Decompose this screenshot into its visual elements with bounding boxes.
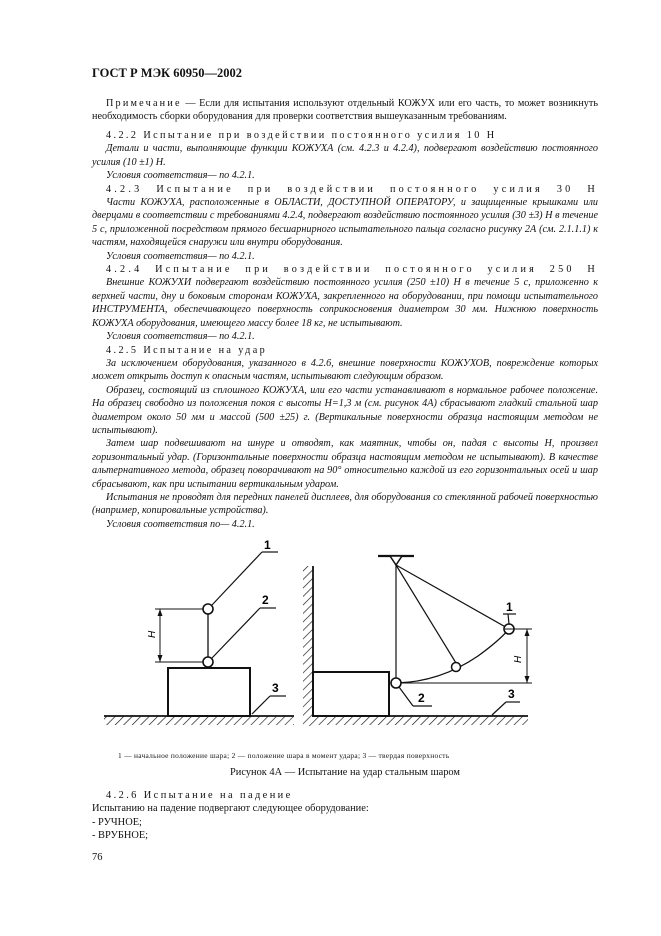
pivot-triangle [390,556,402,565]
pendulum-string-initial [396,565,509,629]
section-4-2-6-heading: 4.2.6 Испытание на падение [106,790,293,801]
section-4-2-5-p1: За исключением оборудования, указанного в 4.2.6, внешние поверхности КОЖУХОВ, повреждение которых может открыть доступ к опасным частям, испытывают следующим образом. [92,357,598,383]
label-2-left: 2 [262,593,269,607]
label-1-right: 1 [506,600,513,614]
figure-caption: Рисунок 4А — Испытание на удар стальным шаром [230,767,460,778]
ball-impact-right [391,678,401,688]
label-2-right: 2 [418,691,425,705]
leader-1-left [212,552,262,605]
ball-impact-left [203,657,213,667]
leader-3-left [252,696,270,714]
sample-block-right [313,672,389,716]
height-arrow-top-left [158,609,163,616]
pendulum-string-mid [396,565,456,663]
note-label: Примечание [106,98,182,109]
height-arrow-bottom-right [525,676,530,683]
page-number: 76 [92,852,103,863]
pendulum-arc [396,629,509,683]
section-4-2-6 [92,789,598,843]
section-4-2-6-body: Испытанию на падение подвергают следующее оборудование: [92,803,369,815]
section-4-2-5-p4: Испытания не проводят для передних панелей дисплеев, для оборудования со стеклянной рабочей поверхностью (например, копировальные устройства). [92,491,598,517]
ball-mid-right [452,663,461,672]
list-item: - ВРУБНОЕ; [92,830,149,842]
leader-2-right [399,687,413,706]
list-item: - РУЧНОЕ; [92,816,142,828]
note-text: — Если для испытания используют отдельный КОЖУХ или его часть, то может возникнуть необходимость сборки оборудования для проверки соответствия вышеуказанным требованиям. [92,98,598,123]
section-4-2-5-heading: 4.2.5 Испытание на удар [106,344,268,356]
section-4-2-2-heading: 4.2.2 Испытание при воздействии постоянного усилия 10 Н [106,130,497,141]
section-4-2-4-conformity: Условия соответствия— по 4.2.1. [106,331,255,343]
wall-hatch [303,566,313,726]
leader-1-right [508,614,509,624]
section-4-2-5-conformity: Условия соответствия по— 4.2.1. [106,518,255,530]
section-4-2-3-heading: 4.2.3 Испытание при воздействии постоянного усилия 30 Н [106,183,598,195]
sections-container [92,129,598,531]
section-4-2-4-body: Внешние КОЖУХИ подвергают воздействию постоянного усилия (250 ±10) Н в течение 5 с, приложенно к верхней части, дну и боковым сторонам КОЖУХА, закрепленного на оборудовании, при помощи испытательного ИНСТРУМЕНТА, обеспечивающего поверхность соприкосновения диаметром 30 мм. Нижнюю поверхность КОЖУХА оборудования, имеющего массу более 18 кг, не испытывают. [92,277,598,329]
note-paragraph [92,97,598,124]
label-3-right: 3 [508,687,515,701]
ground-hatch-right [313,716,528,725]
label-3-left: 3 [272,681,279,695]
height-label-right: H [513,655,524,663]
height-arrow-top-right [525,629,530,636]
section-4-2-3-conformity: Условия соответствия— по 4.2.1. [106,250,255,262]
pendulum-diagram [303,556,532,726]
height-arrow-bottom-left [158,655,163,662]
label-1-left: 1 [264,538,271,552]
section-4-2-2-body: Детали и части, выполняющие функции КОЖУХА (см. 4.2.3 и 4.2.4), подвергают воздействию постоянного усилия (10 ±1) Н. [92,143,598,168]
leader-2-left [212,608,260,658]
section-4-2-5-p2: Образец, состоящий из сплошного КОЖУХА, или его части устанавливают в нормальное рабочее положение. На образец свободно из положения покоя с высоты H=1,3 м (см. рисунок 4А) сбрасывают гладкий стальной шар диаметром около 50 мм и массой (500 ±25) г. (Вертикальные поверхности образца настоящим методом не испытывают). [92,384,598,436]
vertical-drop-diagram [104,538,294,725]
height-label-left: H [147,630,158,638]
ground-hatch-left [104,716,294,725]
figure-legend: 1 — начальное положение шара; 2 — положение шара в момент удара; 3 — твердая поверхность [118,751,450,760]
document-header: ГОСТ Р МЭК 60950—2002 [92,66,242,80]
section-4-2-5-p3: Затем шар подвешивают на шнуре и отводят, как маятник, чтобы он, падая с высоты H, произвел горизонтальный удар. (Горизонтальные поверхности образца настоящим методом не испытывают). В качестве альтернативного метода, образец поворачивают на 90° относительно каждой из его горизонтальных осей и шар сбрасывают, как при испытании вертикальным ударом. [92,438,598,490]
section-4-2-2-conformity: Условия соответствия— по 4.2.1. [106,170,255,182]
figure-4a-diagram [100,536,540,736]
leader-3-right [492,702,506,715]
ball-initial-left [203,604,213,614]
sample-block-left [168,668,250,716]
section-4-2-3-body: Части КОЖУХА, расположенные в ОБЛАСТИ, ДОСТУПНОЙ ОПЕРАТОРУ, и защищенные крышками или дверцами в соответствии с требованиями 4.2.4, подвергают воздействию постоянного усилия (30 ±3) Н в течение 5 с, приложенной посредством прямого бесшарнирного испытательного пальца согласно рисунку 2А (см. 2.1.1.1) к частям, находящейся снаружи или внутри оборудования. [92,197,598,249]
section-4-2-4-heading: 4.2.4 Испытание при воздействии постоянного усилия 250 Н [106,264,598,276]
